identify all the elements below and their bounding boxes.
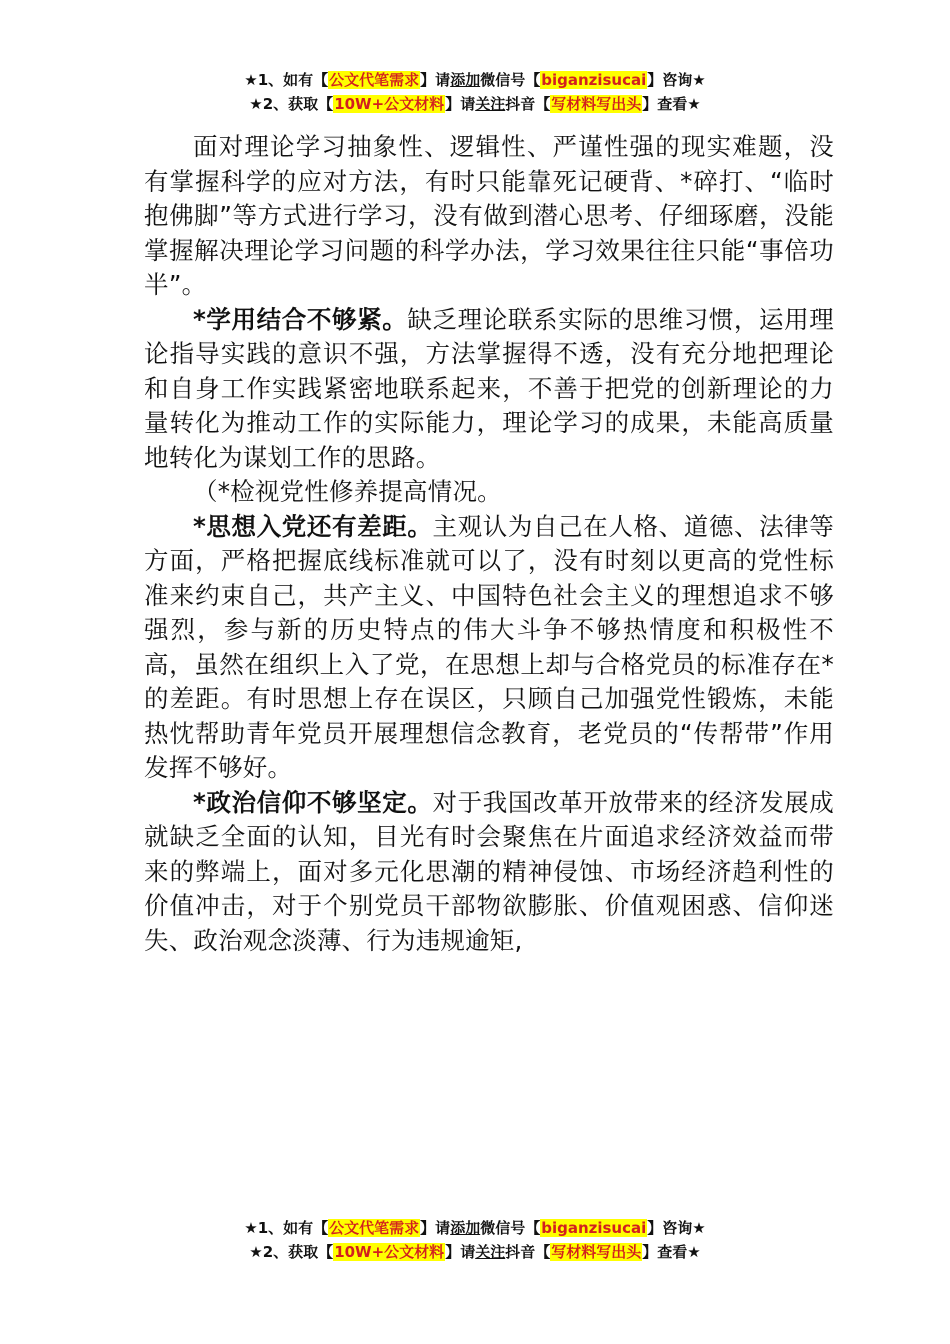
- paragraph-lead: *政治信仰不够坚定。: [193, 787, 433, 817]
- banner-highlight-douyin: 写材料写出头: [551, 95, 642, 113]
- document-body: [144, 130, 834, 958]
- header-banner: [0, 68, 950, 116]
- banner-highlight: 公文代笔需求: [329, 1219, 420, 1237]
- footer-line-1: [0, 1216, 950, 1240]
- banner-text: 抖音【: [505, 95, 551, 113]
- banner-text: 】查看★: [642, 1243, 701, 1261]
- banner-text: 】请: [420, 1219, 451, 1237]
- footer-banner: [0, 1216, 950, 1264]
- banner-line-2: [0, 92, 950, 116]
- banner-text: 】查看★: [642, 95, 701, 113]
- banner-highlight: 公文代笔需求: [329, 71, 420, 89]
- banner-text: ★1、如有【: [244, 1219, 329, 1237]
- banner-line-1: [0, 68, 950, 92]
- paragraph-lead: *思想入党还有差距。: [193, 511, 433, 541]
- banner-text: ★2、获取【: [249, 95, 334, 113]
- banner-highlight-wechat: biganzisucai: [541, 1219, 647, 1237]
- paragraph-text: （*检视党性修养提高情况。: [193, 477, 502, 506]
- banner-text: ★1、如有【: [244, 71, 329, 89]
- paragraph-lead: *学用结合不够紧。: [193, 304, 408, 334]
- banner-highlight: 10W+公文材料: [334, 1243, 445, 1261]
- banner-underline: 关注: [475, 1243, 506, 1261]
- banner-text: 】咨询★: [647, 71, 706, 89]
- paragraph-2: [144, 303, 834, 476]
- banner-underline: 关注: [475, 95, 506, 113]
- banner-text: 】请: [445, 1243, 476, 1261]
- paragraph-text: 面对理论学习抽象性、逻辑性、严谨性强的现实难题，没有掌握科学的应对方法，有时只能靠死记硬背、*碎打、“临时抱佛脚”等方式进行学习，没有做到潜心思考、仔细琢磨，没能掌握解决理论学习问题的科学办法，学习效果往往只能“事倍功半”。: [144, 132, 834, 299]
- banner-text: 】咨询★: [647, 1219, 706, 1237]
- banner-text: ★2、获取【: [249, 1243, 334, 1261]
- paragraph-1: [144, 130, 834, 303]
- banner-text: 】请: [420, 71, 451, 89]
- paragraph-text: 对于我国改革开放带来的经济发展成就缺乏全面的认知，目光有时会聚焦在片面追求经济效益而带来的弊端上，面对多元化思潮的精神侵蚀、市场经济趋利性的价值冲击，对于个别党员干部物欲膨胀、价值观困惑、信仰迷失、政治观念淡薄、行为违规逾矩,: [144, 787, 835, 955]
- banner-highlight: 10W+公文材料: [334, 95, 445, 113]
- paragraph-5: [144, 786, 834, 959]
- banner-text: 微信号【: [480, 1219, 541, 1237]
- paragraph-4: [144, 510, 834, 786]
- banner-text: 】请: [445, 95, 476, 113]
- paragraph-text: 主观认为自己在人格、道德、法律等方面，严格把握底线标准就可以了，没有时刻以更高的党性标准来约束自己，共产主义、中国特色社会主义的理想追求不够强烈，参与新的历史特点的伟大斗争不够热情度和积极性不高，虽然在组织上入了党，在思想上却与合格党员的标准存在*的差距。有时思想上存在误区，只顾自己加强党性锻炼，未能热忱帮助青年党员开展理想信念教育，老党员的“传帮带”作用发挥不够好。: [144, 511, 835, 782]
- banner-text: 抖音【: [505, 1243, 551, 1261]
- footer-line-2: [0, 1240, 950, 1264]
- banner-underline: 添加: [450, 1219, 481, 1237]
- banner-underline: 添加: [450, 71, 481, 89]
- paragraph-3: [144, 475, 834, 510]
- paragraph-text: 缺乏理论联系实际的思维习惯，运用理论指导实践的意识不强，方法掌握得不透，没有充分地把理论和自身工作实践紧密地联系起来，不善于把党的创新理论的力量转化为推动工作的实际能力，理论学习的成果，未能高质量地转化为谋划工作的思路。: [144, 304, 834, 472]
- banner-highlight-wechat: biganzisucai: [541, 71, 647, 89]
- banner-text: 微信号【: [480, 71, 541, 89]
- banner-highlight-douyin: 写材料写出头: [551, 1243, 642, 1261]
